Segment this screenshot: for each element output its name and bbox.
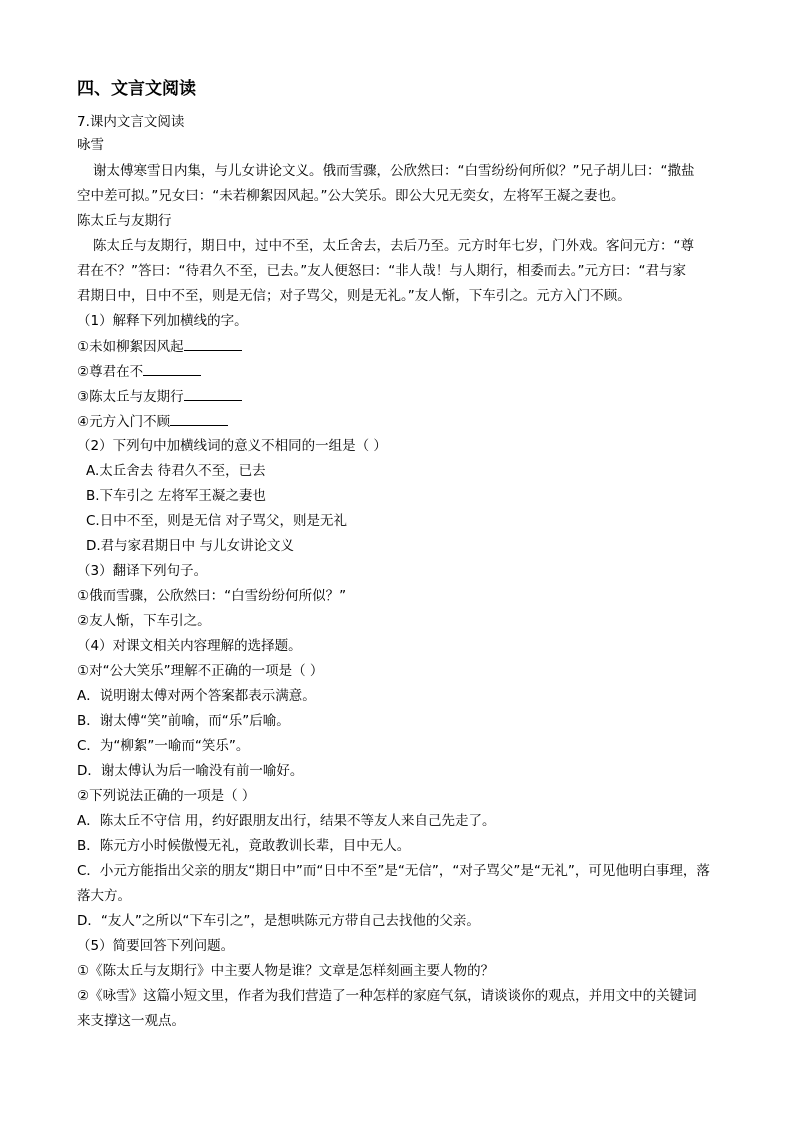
q2-option: D.君与家君期日中 与儿女讲论文义 [86, 538, 294, 554]
section-title: 四、文言文阅读 [77, 79, 196, 99]
q5-prompt: （5）简要回答下列问题。 [77, 938, 235, 954]
text2-line: 陈太丘与友期行，期日中，过中不至，太丘舍去，去后乃至。元方时年七岁，门外戏。客问元方：“尊 [93, 238, 694, 254]
q1-item-text: ①未如柳絮因风起 [77, 339, 184, 355]
answer-blank[interactable] [143, 361, 201, 376]
q2-option: A.太丘舍去 待君久不至，已去 [86, 463, 266, 479]
q5-item-cont: 来支撑这一观点。 [77, 1013, 185, 1029]
q2-option: B.下车引之 左将军王凝之妻也 [86, 488, 266, 504]
answer-blank[interactable] [170, 411, 228, 426]
answer-blank[interactable] [184, 386, 242, 401]
q4-prompt: （4）对课文相关内容理解的选择题。 [77, 638, 302, 654]
q2-prompt: （2）下列句中加横线词的意义不相同的一组是（ ） [77, 438, 387, 454]
q1-item-text: ④元方入门不顾 [77, 414, 171, 430]
q5-item: ②《咏雪》这篇小短文里，作者为我们营造了一种怎样的家庭气氛，请谈谈你的观点，并用文中的关键词 [77, 988, 697, 1004]
text2-title: 陈太丘与友期行 [77, 213, 172, 229]
q1-item-text: ②尊君在不 [77, 364, 144, 380]
text1-line: 空中差可拟。”兄女曰：“未若柳絮因风起。”公大笑乐。即公大兄无奕女，左将军王凝之妻也。 [77, 188, 625, 204]
q4-sub2-prompt: ②下列说法正确的一项是（ ） [77, 788, 256, 804]
q4-sub1-option: B．谢太傅“笑”前喻，而“乐”后喻。 [77, 713, 290, 729]
q4-sub2-option: C．小元方能指出父亲的朋友“期日中”而“日中不至”是“无信”，“对子骂父”是“无礼”，可见他明白事理，落 [77, 863, 710, 879]
q5-item: ①《陈太丘与友期行》中主要人物是谁？文章是怎样刻画主要人物的？ [77, 963, 495, 979]
q4-sub2-option: B．陈元方小时候傲慢无礼，竟敢教训长辈，目中无人。 [77, 838, 411, 854]
q2-option: C.日中不至，则是无信 对子骂父，则是无礼 [86, 513, 348, 529]
q1-item [77, 361, 201, 382]
question-header: 7.课内文言文阅读 [77, 114, 185, 130]
q4-sub1-option: D．谢太傅认为后一喻没有前一喻好。 [77, 763, 304, 779]
text2-line: 君期日中，日中不至，则是无信；对子骂父，则是无礼。”友人惭，下车引之。元方入门不顾。 [77, 288, 631, 304]
text1-title: 咏雪 [77, 137, 104, 153]
q3-prompt: （3）翻译下列句子。 [77, 563, 208, 579]
q4-sub2-option: A．陈太丘不守信 用，约好跟朋友出行，结果不等友人来自己先走了。 [77, 813, 496, 829]
text2-line: 君在不？”答曰：“待君久不至，已去。”友人便怒曰：“非人哉！与人期行，相委而去。”元方曰：“君与家 [77, 263, 686, 279]
q4-sub2-option-cont: 落大方。 [77, 888, 131, 904]
q4-sub1-option: C．为“柳絮”一喻而“笑乐”。 [77, 738, 250, 754]
q4-sub2-option: D．“友人”之所以“下车引之”，是想哄陈元方带自己去找他的父亲。 [77, 913, 480, 929]
q3-item: ①俄而雪骤，公欣然曰：“白雪纷纷何所似？” [77, 588, 347, 604]
text1-line: 谢太傅寒雪日内集，与儿女讲论文义。俄而雪骤，公欣然曰：“白雪纷纷何所似？”兄子胡儿曰：“撒盐 [93, 163, 695, 179]
q1-item [77, 411, 228, 432]
answer-blank[interactable] [184, 336, 242, 351]
q1-item [77, 336, 242, 357]
q4-sub1-prompt: ①对“公大笑乐”理解不正确的一项是（ ） [77, 663, 324, 679]
q4-sub1-option: A．说明谢太傅对两个答案都表示满意。 [77, 688, 316, 704]
q3-item: ②友人惭，下车引之。 [77, 613, 211, 629]
q1-item-text: ③陈太丘与友期行 [77, 389, 184, 405]
q1-prompt: （1）解释下列加横线的字。 [77, 313, 248, 329]
q1-item [77, 386, 242, 407]
